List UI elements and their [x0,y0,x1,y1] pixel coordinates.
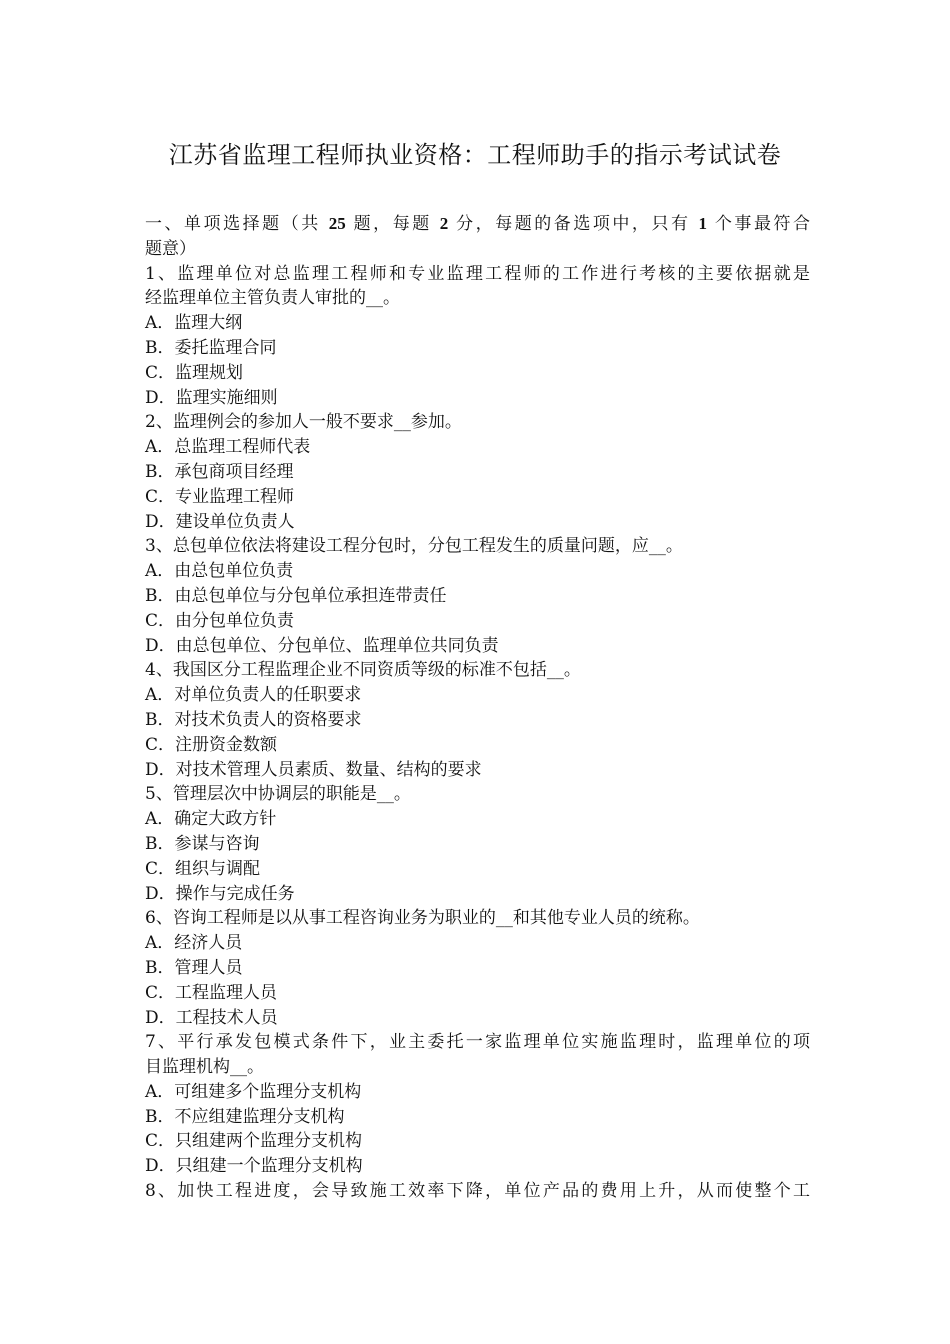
answer-option: A．总监理工程师代表 [145,437,311,458]
total-questions: 25 [328,214,346,233]
question-line: 5、管理层次中协调层的职能是__。 [145,784,411,805]
answer-option: A．确定大政方针 [145,809,277,830]
answer-option: B．由总包单位与分包单位承担连带责任 [145,585,447,606]
answer-option: D．工程技术人员 [145,1007,278,1028]
question-line: 3、总包单位依法将建设工程分包时，分包工程发生的质量问题，应__。 [145,536,683,557]
answer-option: C．只组建两个监理分支机构 [145,1131,363,1152]
points-per-question: 2 [439,214,449,233]
question-line: 6、咨询工程师是以从事工程咨询业务为职业的__和其他专业人员的统称。 [145,908,700,929]
document-title: 江苏省监理工程师执业资格：工程师助手的指示考试试卷 [168,141,782,169]
answer-option: D．由总包单位、分包单位、监理单位共同负责 [145,635,499,656]
answer-option: C．组织与调配 [145,858,261,879]
question-line: 2、监理例会的参加人一般不要求__参加。 [145,412,462,433]
answer-option: A．经济人员 [145,933,243,954]
question-line: 7、平行承发包模式条件下，业主委托一家监理单位实施监理时，监理单位的项 [145,1032,810,1053]
answer-option: B．对技术负责人的资格要求 [145,709,362,730]
answer-option: D．只组建一个监理分支机构 [145,1156,363,1177]
answer-option: D．监理实施细则 [145,387,278,408]
document-body [145,212,810,1204]
question-line: 经监理单位主管负责人审批的__。 [145,288,400,309]
correct-count: 1 [698,214,707,233]
answer-option: D．操作与完成任务 [145,883,295,904]
question-line: 4、我国区分工程监理企业不同资质等级的标准不包括__。 [145,660,581,681]
answer-option: D．建设单位负责人 [145,511,295,532]
answer-option: C．由分包单位负责 [145,610,295,631]
answer-option: A．由总包单位负责 [145,561,294,582]
question-line: 8、加快工程进度，会导致施工效率下降，单位产品的费用上升，从而使整个工 [145,1181,810,1202]
answer-option: C．注册资金数额 [145,734,278,755]
answer-option: D．对技术管理人员素质、数量、结构的要求 [145,759,482,780]
answer-option: B．参谋与咨询 [145,833,260,854]
answer-option: A．可组建多个监理分支机构 [145,1081,362,1102]
answer-option: A．对单位负责人的任职要求 [145,685,362,706]
answer-option: C．监理规划 [145,362,244,383]
section-heading-cont: 题意） [145,238,196,259]
answer-option: B．承包商项目经理 [145,461,294,482]
answer-option: C．专业监理工程师 [145,486,295,507]
question-line: 1、监理单位对总监理工程师和专业监理工程师的工作进行考核的主要依据就是 [145,263,810,284]
question-line: 目监理机构__。 [145,1057,264,1078]
answer-option: A．监理大纲 [145,313,243,334]
section-heading: 一、单项选择题（共 25 题，每题 2 分，每题的备选项中，只有 1 个事最符合 [145,214,811,234]
answer-option: B．不应组建监理分支机构 [145,1106,345,1127]
answer-option: B．管理人员 [145,957,243,978]
answer-option: C．工程监理人员 [145,982,278,1003]
answer-option: B．委托监理合同 [145,337,277,358]
